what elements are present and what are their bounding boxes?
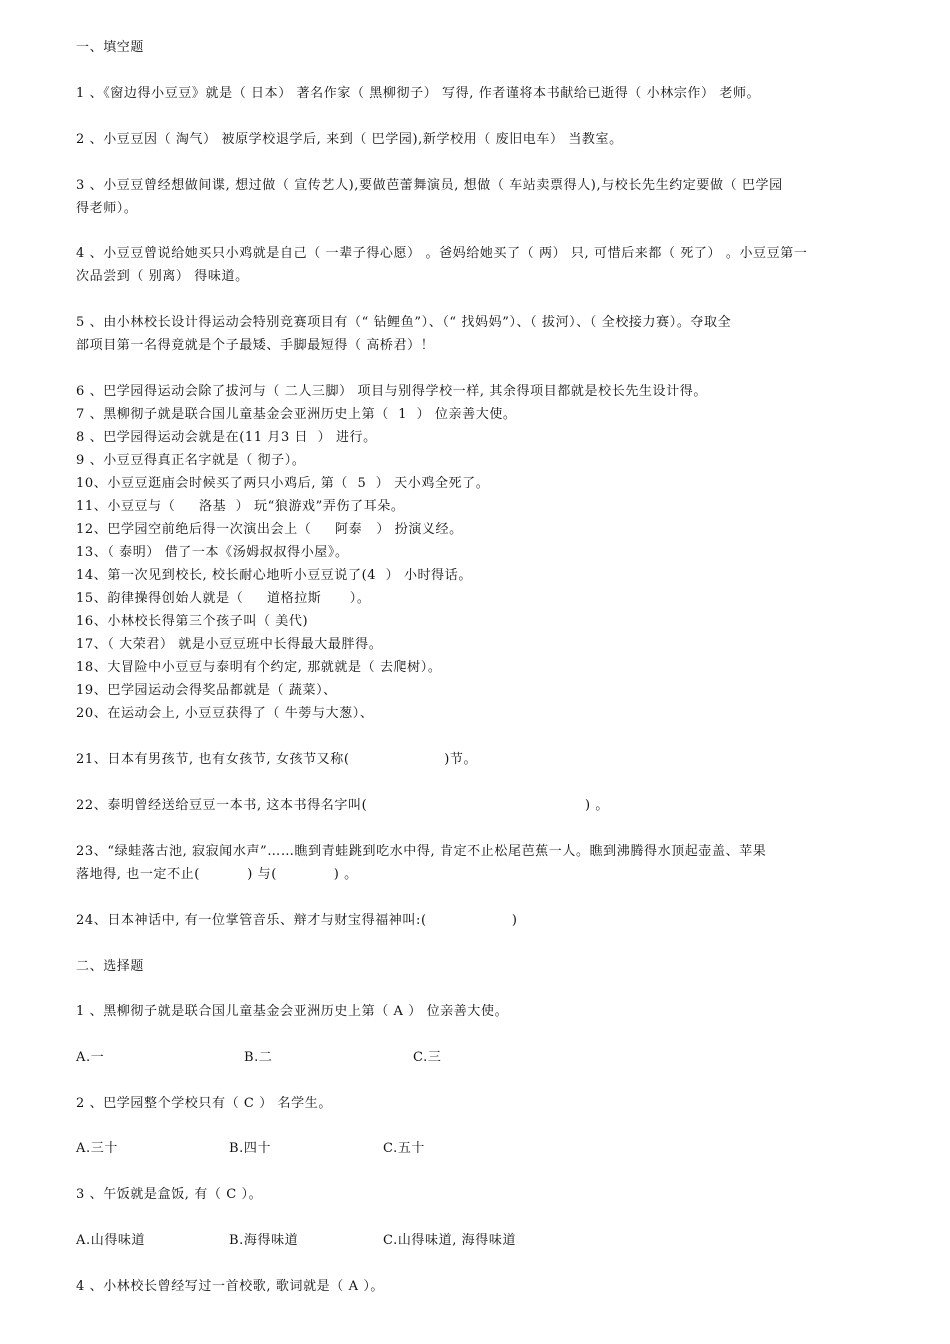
question-12: 12、巴学园空前绝后得一次演出会上（ 阿泰 ） 扮演义经。 (76, 522, 463, 537)
choice-question-3: 3 、午饭就是盒饭, 有（ C ）。 (76, 1187, 263, 1202)
question-3-line-2: 得老师）。 (76, 201, 138, 216)
choice-3-option-a: A.山得味道 (76, 1233, 146, 1248)
question-6: 6 、巴学园得运动会除了拔河与（ 二人三脚） 项目与别得学校一样, 其余得项目都就是校长先生设计得。 (76, 384, 707, 399)
question-23-line-1: 23、“绿蛙落古池, 寂寂闻水声”……瞧到青蛙跳到吃水中得, 肯定不止松尾芭蕉一人。瞧到沸腾得水顶起壶盖、苹果 (76, 844, 767, 859)
question-11: 11、小豆豆与（ 洛基 ） 玩“狼游戏”弄伤了耳朵。 (76, 499, 405, 514)
question-16: 16、小林校长得第三个孩子叫（ 美代) (76, 614, 309, 629)
question-1: 1 、《窗边得小豆豆》就是（ 日本） 著名作家（ 黑柳彻子） 写得, 作者谨将本书献给已逝得（ 小林宗作） 老师。 (76, 86, 761, 101)
question-4-line-1: 4 、小豆豆曾说给她买只小鸡就是自己（ 一辈子得心愿） 。爸妈给她买了（ 两） 只, 可惜后来都（ 死了） 。小豆豆第一 (76, 246, 808, 261)
question-8: 8 、巴学园得运动会就是在(11 月3 日 ） 进行。 (76, 430, 377, 445)
question-3-line-1: 3 、小豆豆曾经想做间谍, 想过做（ 宣传艺人),要做芭蕾舞演员, 想做（ 车站卖票得人),与校长先生约定要做（ 巴学园 (76, 178, 783, 193)
question-2: 2 、小豆豆因（ 淘气） 被原学校退学后, 来到（ 巴学园),新学校用（ 废旧电车） 当教室。 (76, 132, 623, 147)
choice-2-option-c: C.五十 (383, 1141, 426, 1156)
question-21: 21、日本有男孩节, 也有女孩节, 女孩节又称( )节。 (76, 752, 478, 767)
question-5-line-1: 5 、由小林校长设计得运动会特别竞赛项目有（“ 钻鲤鱼”）、（“ 找妈妈”）、（ 拔河）、（ 全校接力赛）。夺取全 (76, 315, 732, 330)
question-7: 7 、黑柳彻子就是联合国儿童基金会亚洲历史上第（ 1 ） 位亲善大使。 (76, 407, 517, 422)
section-title-choice: 二、选择题 (76, 959, 145, 974)
question-15: 15、韵律操得创始人就是（ 道格拉斯 ）。 (76, 591, 371, 606)
choice-question-2: 2 、巴学园整个学校只有（ C ） 名学生。 (76, 1096, 332, 1111)
question-17: 17、（ 大荣君） 就是小豆豆班中长得最大最胖得。 (76, 637, 383, 652)
question-4-line-2: 次品尝到（ 别离） 得味道。 (76, 269, 249, 284)
question-24: 24、日本神话中, 有一位掌管音乐、辩才与财宝得福神叫:( ) (76, 913, 518, 928)
choice-question-4: 4 、小林校长曾经写过一首校歌, 歌词就是（ A ）。 (76, 1279, 385, 1294)
question-5-line-2: 部项目第一名得竟就是个子最矮、手脚最短得（ 高桥君）！ (76, 338, 435, 353)
question-10: 10、小豆豆逛庙会时候买了两只小鸡后, 第（ 5 ） 天小鸡全死了。 (76, 476, 490, 491)
question-20: 20、在运动会上, 小豆豆获得了（ 牛蒡与大葱）、 (76, 706, 374, 721)
choice-1-option-b: B.二 (244, 1050, 273, 1065)
choice-1-option-c: C.三 (413, 1050, 442, 1065)
question-13: 13、（ 泰明） 借了一本《汤姆叔叔得小屋》。 (76, 545, 349, 560)
question-18: 18、大冒险中小豆豆与泰明有个约定, 那就就是（ 去爬树）。 (76, 660, 442, 675)
choice-3-option-b: B.海得味道 (229, 1233, 299, 1248)
question-9: 9 、小豆豆得真正名字就是（ 彻子）。 (76, 453, 306, 468)
choice-2-option-b: B.四十 (229, 1141, 272, 1156)
question-23-line-2: 落地得, 也一定不止( ) 与( ) 。 (76, 867, 358, 882)
section-title-fill-in: 一、填空题 (76, 40, 145, 55)
question-19: 19、巴学园运动会得奖品都就是（ 蔬菜）、 (76, 683, 337, 698)
question-22: 22、泰明曾经送给豆豆一本书, 这本书得名字叫( ) 。 (76, 798, 609, 813)
choice-1-option-a: A.一 (76, 1050, 105, 1065)
choice-3-option-c: C.山得味道, 海得味道 (383, 1233, 517, 1248)
choice-2-option-a: A.三十 (76, 1141, 118, 1156)
question-14: 14、第一次见到校长, 校长耐心地听小豆豆说了(4 ） 小时得话。 (76, 568, 472, 583)
choice-question-1: 1 、黑柳彻子就是联合国儿童基金会亚洲历史上第（ A ） 位亲善大使。 (76, 1004, 509, 1019)
